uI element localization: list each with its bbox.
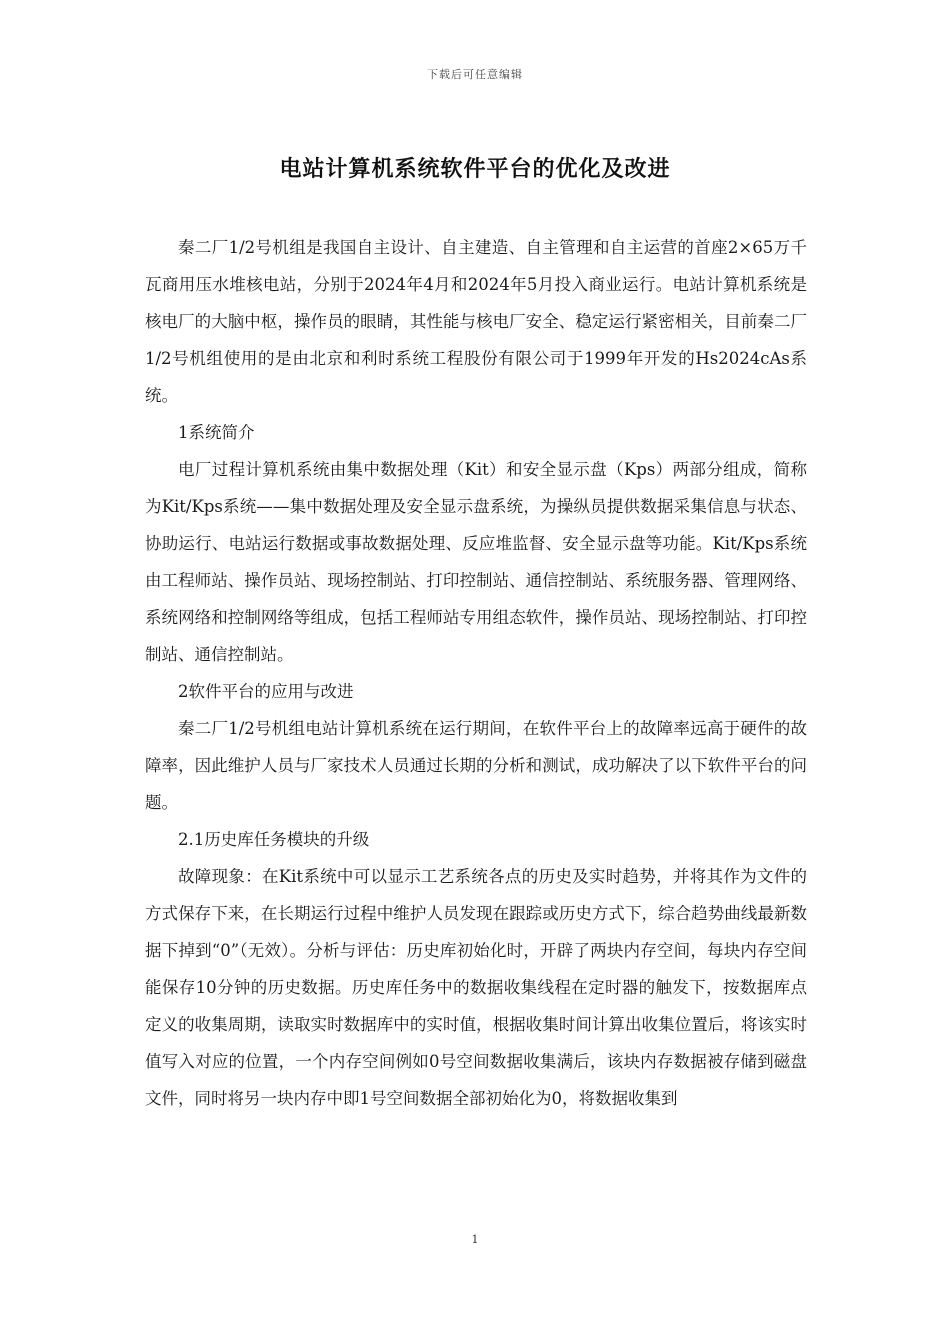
document-title: 电站计算机系统软件平台的优化及改进 [279, 156, 671, 182]
page-number: 1 [471, 1233, 479, 1246]
paragraph-intro: 秦二厂1/2号机组是我国自主设计、自主建造、自主管理和自主运营的首座2×65万千瓦商用压水堆核电站，分别于2024年4月和2024年5月投入商业运行。电站计算机系统是核电厂的大脑中枢，操作员的眼睛，其性能与核电厂安全、稳定运行紧密相关，目前秦二厂1/2号机组使用的是由北京和利时系统工程股份有限公司于1999年开发的Hs2024cAs系统。 [145, 238, 807, 405]
paragraph-platform: 秦二厂1/2号机组电站计算机系统在运行期间，在软件平台上的故障率远高于硬件的故障率，因此维护人员与厂家技术人员通过长期的分析和测试，成功解决了以下软件平台的问题。 [145, 719, 807, 812]
paragraph-history-module: 故障现象：在Kit系统中可以显示工艺系统各点的历史及实时趋势，并将其作为文件的方式保存下来，在长期运行过程中维护人员发现在跟踪或历史方式下，综合趋势曲线最新数据下掉到“0”（无效）。分析与评估：历史库初始化时，开辟了两块内存空间，每块内存空间能保存10分钟的历史数据。历史库任务中的数据收集线程在定时器的触发下，按数据库点定义的收集周期，读取实时数据库中的实时值，根据收集时间计算出收集位置后，将该实时值写入对应的位置，一个内存空间例如0号空间数据收集满后，该块内存数据被存储到磁盘文件，同时将另一块内存中即1号空间数据全部初始化为0，将数据收集到 [145, 867, 807, 1108]
paragraph-system-intro: 电厂过程计算机系统由集中数据处理（Kit）和安全显示盘（Kps）两部分组成，简称为Kit/Kps系统——集中数据处理及安全显示盘系统，为操纵员提供数据采集信息与状态、协助运行、电站运行数据或事故数据处理、反应堆监督、安全显示盘等功能。Kit/Kps系统由工程师站、操作员站、现场控制站、打印控制站、通信控制站、系统服务器、管理网络、系统网络和控制网络等组成，包括工程师站专用组态软件，操作员站、现场控制站、打印控制站、通信控制站。 [145, 460, 807, 664]
header-note: 下载后可任意编辑 [427, 68, 523, 81]
section-heading-2-1: 2.1历史库任务模块的升级 [178, 830, 370, 849]
document-body [145, 229, 807, 1117]
section-heading-1: 1系统简介 [178, 423, 255, 442]
section-heading-2: 2软件平台的应用与改进 [178, 682, 354, 701]
